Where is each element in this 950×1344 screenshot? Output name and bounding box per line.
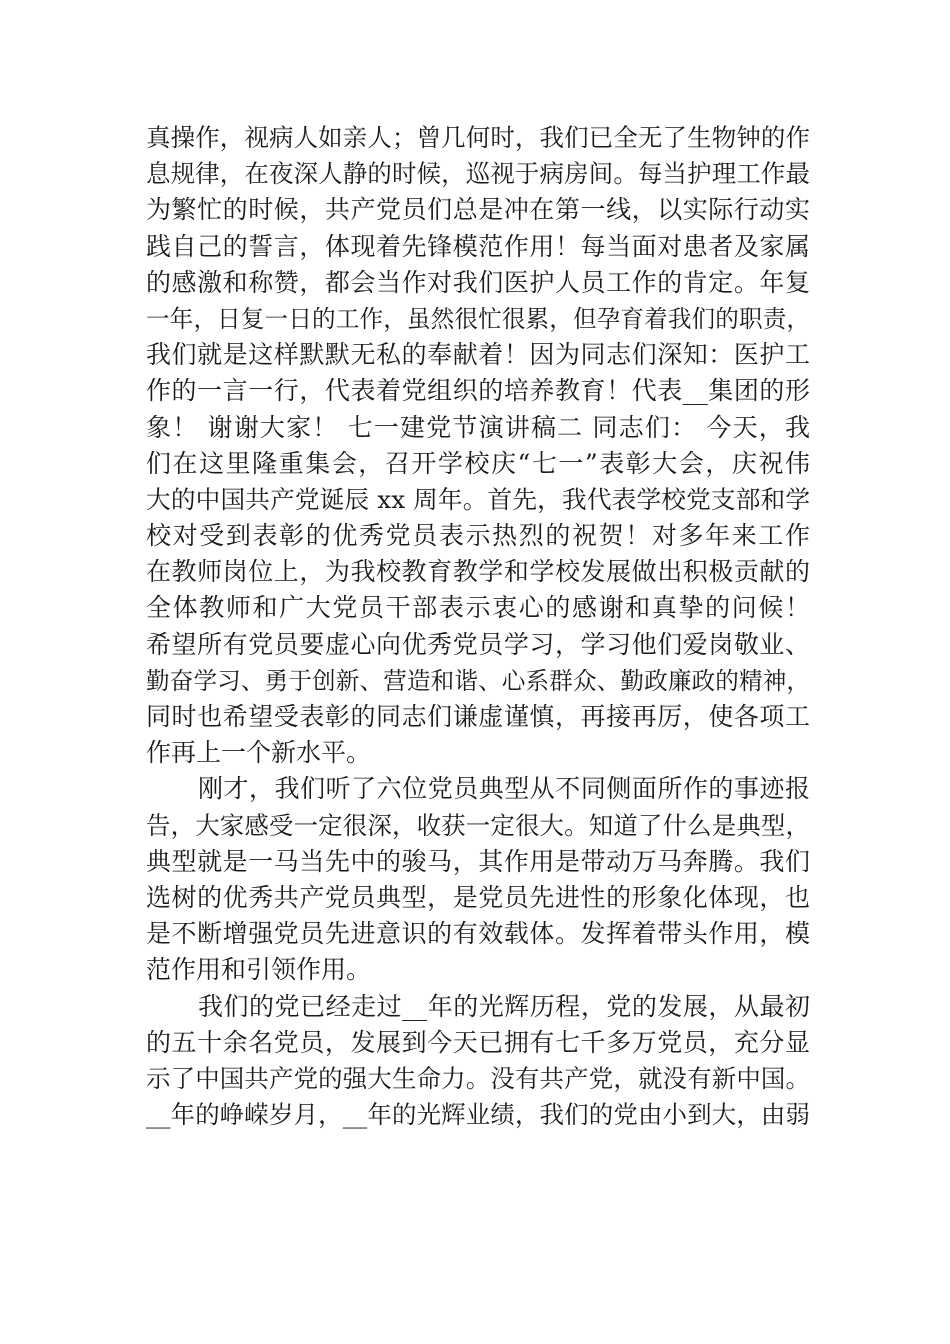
text-line: 希望所有党员要虚心向优秀党员学习，学习他们爱岗敬业、 <box>146 629 810 659</box>
text-line: 校对受到表彰的优秀党员表示热烈的祝贺！对多年来工作 <box>146 521 810 551</box>
text-line: 我们的党已经走过__年的光辉历程，党的发展，从最初 <box>198 991 810 1021</box>
text-line: 我们就是这样默默无私的奉献着！因为同志们深知：医护工 <box>146 340 810 370</box>
text-line: 同时也希望受表彰的同志们谦虚谨慎，再接再厉，使各项工 <box>146 702 810 731</box>
text-line: 全体教师和广大党员干部表示衷心的感谢和真挚的问候！ <box>146 593 810 623</box>
text-line: 选树的优秀共产党员典型，是党员先进性的形象化体现，也 <box>146 882 810 912</box>
text-line: 是不断增强党员先进意识的有效载体。发挥着带头作用，模 <box>146 919 810 949</box>
text-line: 作再上一个新水平。 <box>146 738 372 768</box>
paragraph <box>146 771 810 988</box>
text-line: 象！ 谢谢大家！ 七一建党节演讲稿二 同志们： 今天，我 <box>146 412 810 442</box>
text-line: 为繁忙的时候，共产党员们总是冲在第一线，以实际行动实 <box>146 195 810 225</box>
text-line: 的五十余名党员，发展到今天已拥有七千多万党员，充分显 <box>146 1027 810 1057</box>
text-line: 勤奋学习、勇于创新、营造和谐、心系群众、勤政廉政的精神， <box>146 666 810 695</box>
text-line: 一年，日复一日的工作，虽然很忙很累，但孕育着我们的职责， <box>146 304 810 333</box>
text-line: 大的中国共产党诞辰 xx 周年。首先，我代表学校党支部和学 <box>146 484 810 514</box>
text-line: 真操作，视病人如亲人；曾几何时，我们已全无了生物钟的作 <box>146 123 810 152</box>
text-line: 息规律，在夜深人静的时候，巡视于病房间。每当护理工作最 <box>146 159 810 189</box>
text-line: 作的一言一行，代表着党组织的培养教育！代表__集团的形 <box>146 376 810 406</box>
text-line: 的感激和称赞，都会当作对我们医护人员工作的肯定。年复 <box>146 267 810 297</box>
text-line: __年的峥嵘岁月，__年的光辉业绩，我们的党由小到大，由弱 <box>146 1100 810 1130</box>
text-line: 们在这里隆重集会，召开学校庆“七一”表彰大会，庆祝伟 <box>146 448 810 478</box>
text-line: 示了中国共产党的强大生命力。没有共产党，就没有新中国。 <box>146 1063 810 1093</box>
text-line: 范作用和引领作用。 <box>146 955 372 985</box>
text-line: 践自己的誓言，体现着先锋模范作用！每当面对患者及家属 <box>146 231 810 261</box>
paragraph <box>146 120 810 771</box>
paragraph <box>146 989 810 1134</box>
text-line: 告，大家感受一定很深，收获一定很大。知道了什么是典型， <box>146 810 810 840</box>
document-body <box>146 120 810 1133</box>
text-line: 典型就是一马当先中的骏马，其作用是带动万马奔腾。我们 <box>146 846 810 876</box>
text-line: 刚才，我们听了六位党员典型从不同侧面所作的事迹报 <box>198 774 810 804</box>
text-line: 在教师岗位上，为我校教育教学和学校发展做出积极贡献的 <box>146 557 810 587</box>
